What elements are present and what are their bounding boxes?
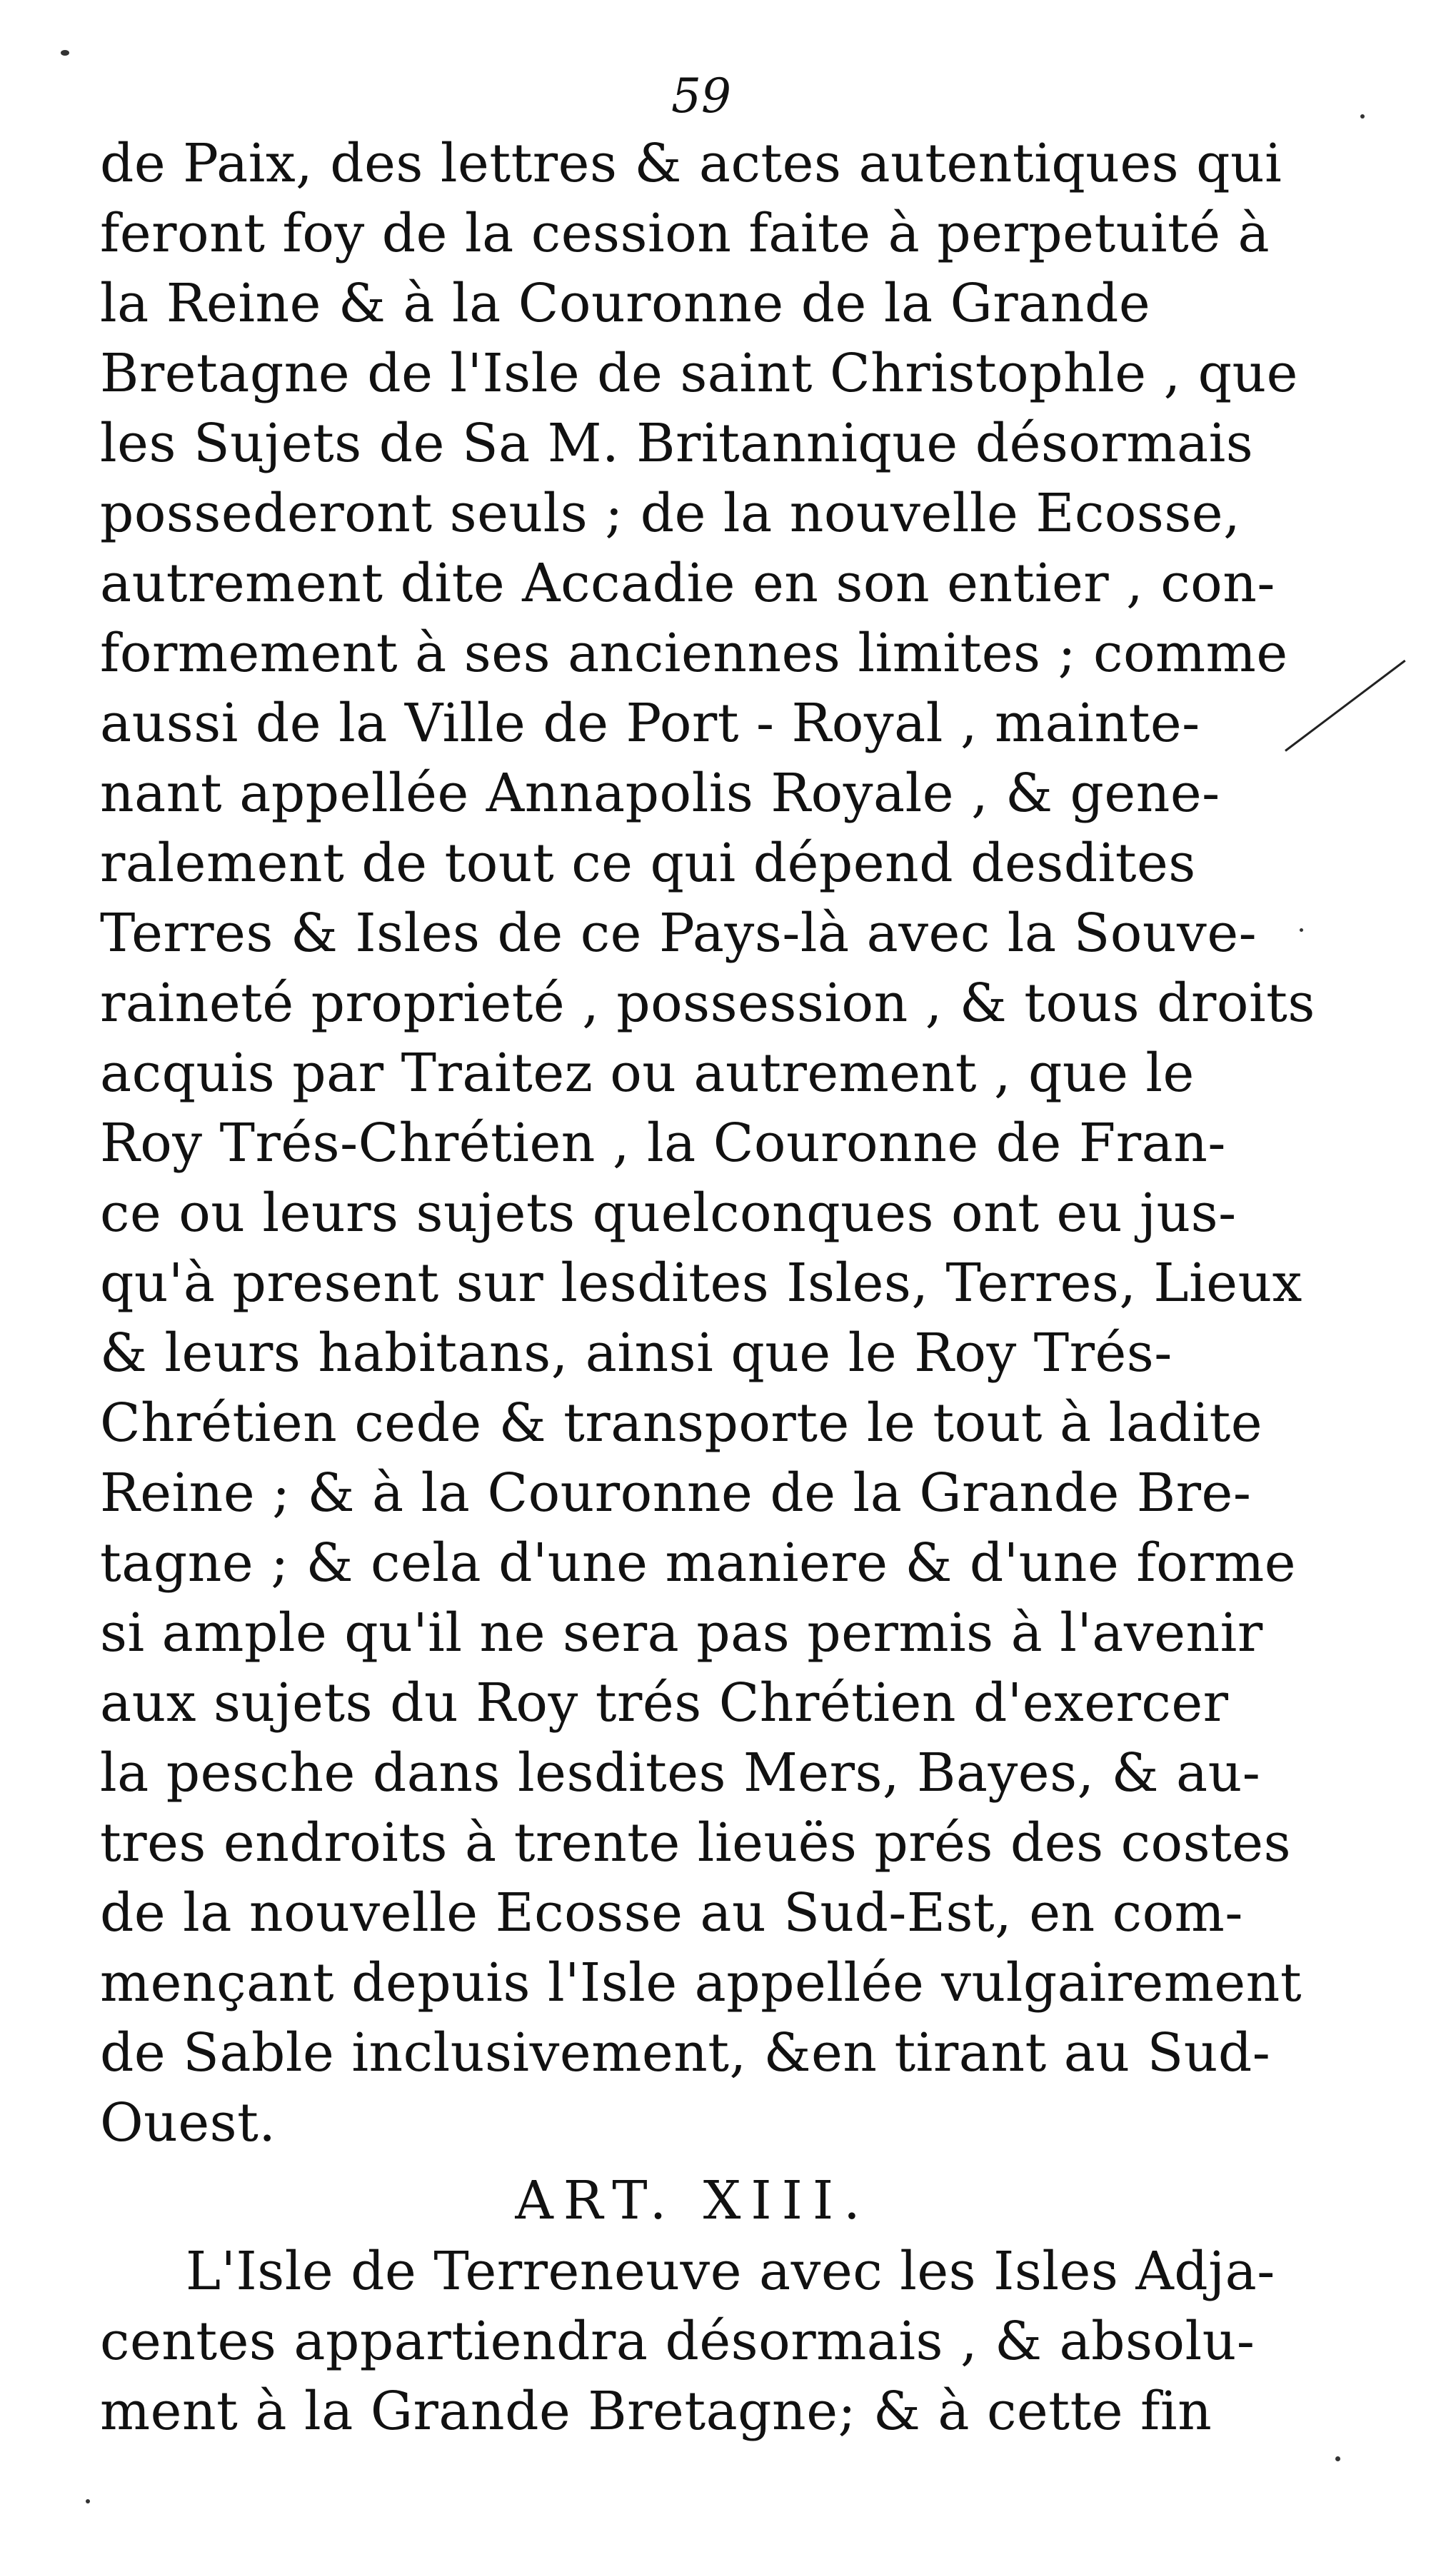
text-line: la Reine & à la Couronne de la Grande [100,273,1151,334]
text-line: Chrétien cede & transporte le tout à ladite [100,1392,1263,1454]
scan-speck [61,50,69,56]
text-line: Reine ; & à la Couronne de la Grande Bre- [100,1462,1252,1524]
body-text [100,129,1315,2446]
text-line: de Paix, des lettres & actes autentiques qui [100,133,1282,194]
text-line: centes appartiendra désormais , & absolu- [100,2311,1255,2372]
scan-speck [1300,928,1303,932]
text-line: Ouest. [100,2092,276,2154]
text-line: Bretagne de l'Isle de saint Christophle , que [100,343,1298,404]
text-line: de la nouvelle Ecosse au Sud-Est, en com- [100,1882,1243,1944]
text-line: & leurs habitans, ainsi que le Roy Trés- [100,1322,1173,1384]
text-line: tres endroits à trente lieuës prés des costes [100,1812,1292,1874]
text-line: tagne ; & cela d'une maniere & d'une forme [100,1532,1297,1594]
text-line: si ample qu'il ne sera pas permis à l'avenir [100,1602,1263,1664]
text-line: possederont seuls ; de la nouvelle Ecosse, [100,483,1241,544]
text-line: acquis par Traitez ou autrement , que le [100,1043,1195,1104]
text-line: ment à la Grande Bretagne; & à cette fin [100,2381,1213,2442]
text-line: aussi de la Ville de Port - Royal , mainte- [100,693,1200,754]
text-line: Terres & Isles de ce Pays-là avec la Souve- [100,903,1257,964]
text-line: nant appellée Annapolis Royale , & gene- [100,763,1220,824]
scan-speck [1360,114,1365,119]
text-line: L'Isle de Terreneuve avec les Isles Adja- [186,2241,1275,2302]
page-number: 59 [671,69,731,124]
text-line: ralement de tout ce qui dépend desdites [100,833,1196,894]
article-heading: ART. XIII. [515,2170,870,2231]
text-line: la pesche dans lesdites Mers, Bayes, & au- [100,1742,1261,1804]
text-line: Roy Trés-Chrétien , la Couronne de Fran- [100,1112,1226,1174]
text-line: feront foy de la cession faite à perpetuité à [100,203,1270,264]
text-line: de Sable inclusivement, &en tirant au Sud- [100,2022,1271,2084]
text-line: les Sujets de Sa M. Britannique désormais [100,413,1254,474]
text-line: ce ou leurs sujets quelconques ont eu jus- [100,1182,1237,1244]
scan-speck [86,2499,90,2503]
scan-speck [1335,2456,1340,2461]
text-line: aux sujets du Roy trés Chrétien d'exercer [100,1672,1229,1734]
scan-mark [1285,660,1406,752]
text-line: mençant depuis l'Isle appellée vulgairement [100,1952,1302,2014]
text-line: formement à ses anciennes limites ; comme [100,623,1288,684]
text-line: raineté proprieté , possession , & tous droits [100,973,1315,1034]
text-line: qu'à present sur lesdites Isles, Terres, Lieux [100,1252,1302,1314]
text-line: autrement dite Accadie en son entier , con- [100,553,1275,614]
